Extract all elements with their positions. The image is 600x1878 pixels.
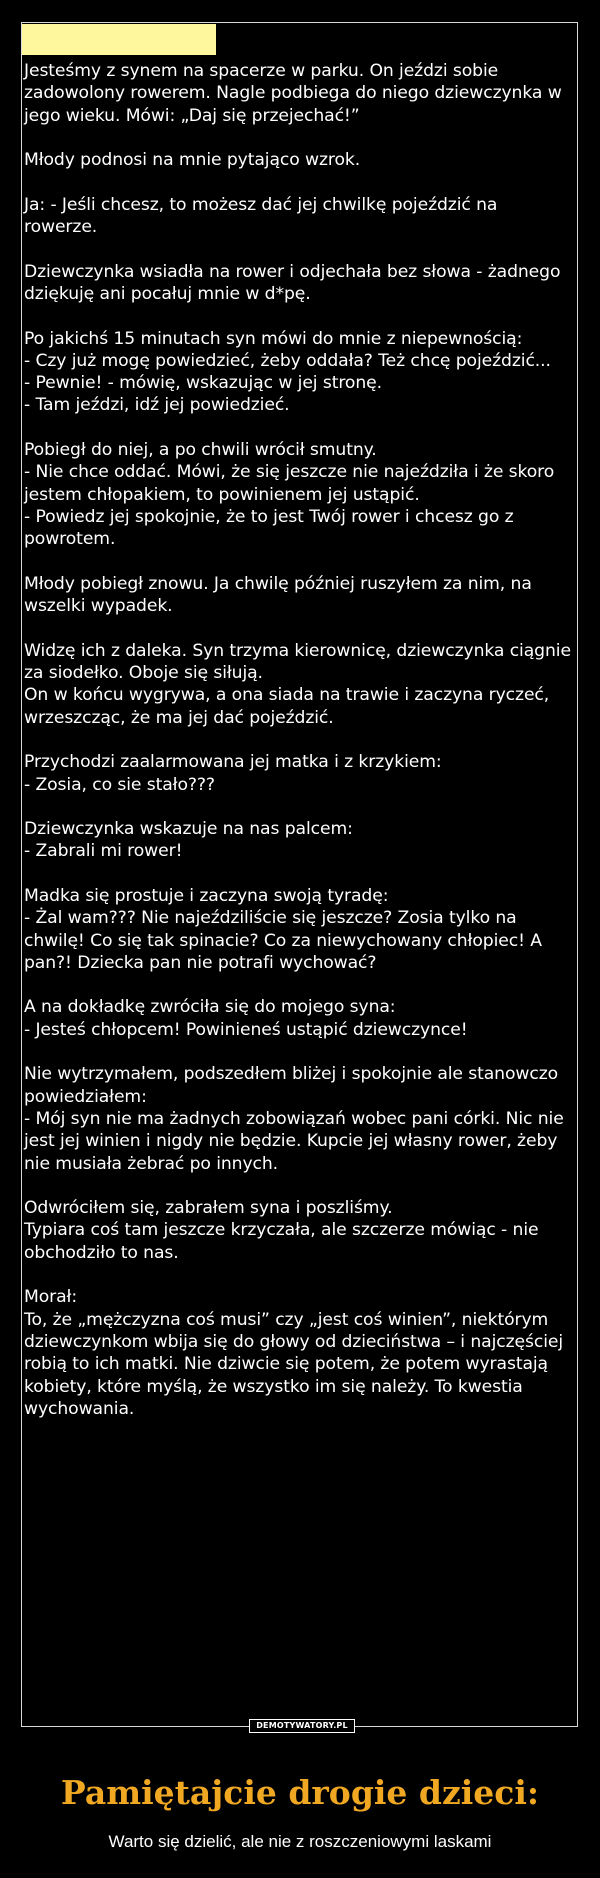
story-paragraph: Po jakichś 15 minutach syn mówi do mnie z niepewnością: - Czy już mogę powiedzieć, żeby oddała? Też chcę pojeździć... - Pewnie! - mówię, wskazując w jej stronę. - Tam jeździ, idź jej powiedzieć. xyxy=(24,328,551,416)
story-paragraph: Jesteśmy z synem na spacerze w parku. On jeździ sobie zadowolony rowerem. Nagle podbiega do niego dziewczynka w jego wieku. Mówi: „Daj się przejechać!” xyxy=(24,61,568,126)
highlight-box xyxy=(22,24,216,55)
caption-subtitle: Warto się dzielić, ale nie z roszczeniowymi laskami xyxy=(108,1832,492,1851)
story-paragraph: Madka się prostuje i zaczyna swoją tyradę: - Żal wam??? Nie najeździliście się jeszcze? Zosia tylko na chwilę! Co się tak spinacie? Co za niewychowany chłopiec! A pan?! Dziecka pan nie potrafi wychować? xyxy=(24,885,542,973)
story-paragraph: Morał: To, że „mężczyzna coś musi” czy „jest coś winien”, niektórym dziewczynkom wbija się do głowy od dzieciństwa – i najczęściej robią to ich matki. Nie dziwcie się potem, że potem wyrastają kobiety, które myślą, że wszystko im się należy. To kwestia wychowania. xyxy=(24,1287,564,1419)
story-paragraph: Ja: - Jeśli chcesz, to możesz dać jej chwilkę pojeździć na rowerze. xyxy=(24,194,503,238)
story-paragraph: Pobiegł do niej, a po chwili wrócił smutny. - Nie chce oddać. Mówi, że się jeszcze nie najeździła i że skoro jestem chłopakiem, to powinienem jej ustąpić. - Powiedz jej spokojnie, że to jest Twój rower i chcesz go z powrotem. xyxy=(24,440,555,550)
story-paragraph: Młody podnosi na mnie pytająco wzrok. xyxy=(24,150,361,171)
story-paragraph: Dziewczynka wsiadła na rower i odjechała bez słowa - żadnego dziękuję ani pocałuj mnie w d*pę. xyxy=(24,261,566,304)
story-paragraph: Nie wytrzymałem, podszedłem bliżej i spokojnie ale stanowczo powiedziałem: - Mój syn nie ma żadnych zobowiązań wobec pani córki. Nic nie jest jej winien i nigdy nie będzie. Kupcie jej własny rower, żeby nie musiała żebrać po innych. xyxy=(24,1064,564,1174)
story-paragraph: A na dokładkę zwróciła się do mojego syna: - Jesteś chłopcem! Powinieneś ustąpić dziewczynce! xyxy=(24,997,468,1040)
story-paragraph: Odwróciłem się, zabrałem syna i poszliśmy. Typiara coś tam jeszcze krzyczała, ale szczerze mówiąc - nie obchodziło to nas. xyxy=(24,1198,539,1263)
story-paragraph: Przychodzi zaalarmowana jej matka i z krzykiem: - Zosia, co sie stało??? xyxy=(24,752,442,795)
watermark-label: DEMOTYWATORY.PL xyxy=(249,1719,355,1733)
story-paragraph: Młody pobiegł znowu. Ja chwilę później ruszyłem za nim, na wszelki wypadek. xyxy=(24,573,538,617)
story-paragraph: Widzę ich z daleka. Syn trzyma kierownicę, dziewczynka ciągnie za siodełko. Oboje się siłują. On w końcu wygrywa, a ona siada na trawie i zaczyna ryczeć, wrzeszcząc, że ma jej dać pojeździć. xyxy=(24,640,571,728)
story-text xyxy=(24,60,574,1420)
caption-title: Pamiętajcie drogie dzieci: xyxy=(60,1773,540,1812)
story-paragraph: Dziewczynka wskazuje na nas palcem: - Zabrali mi rower! xyxy=(24,819,353,862)
